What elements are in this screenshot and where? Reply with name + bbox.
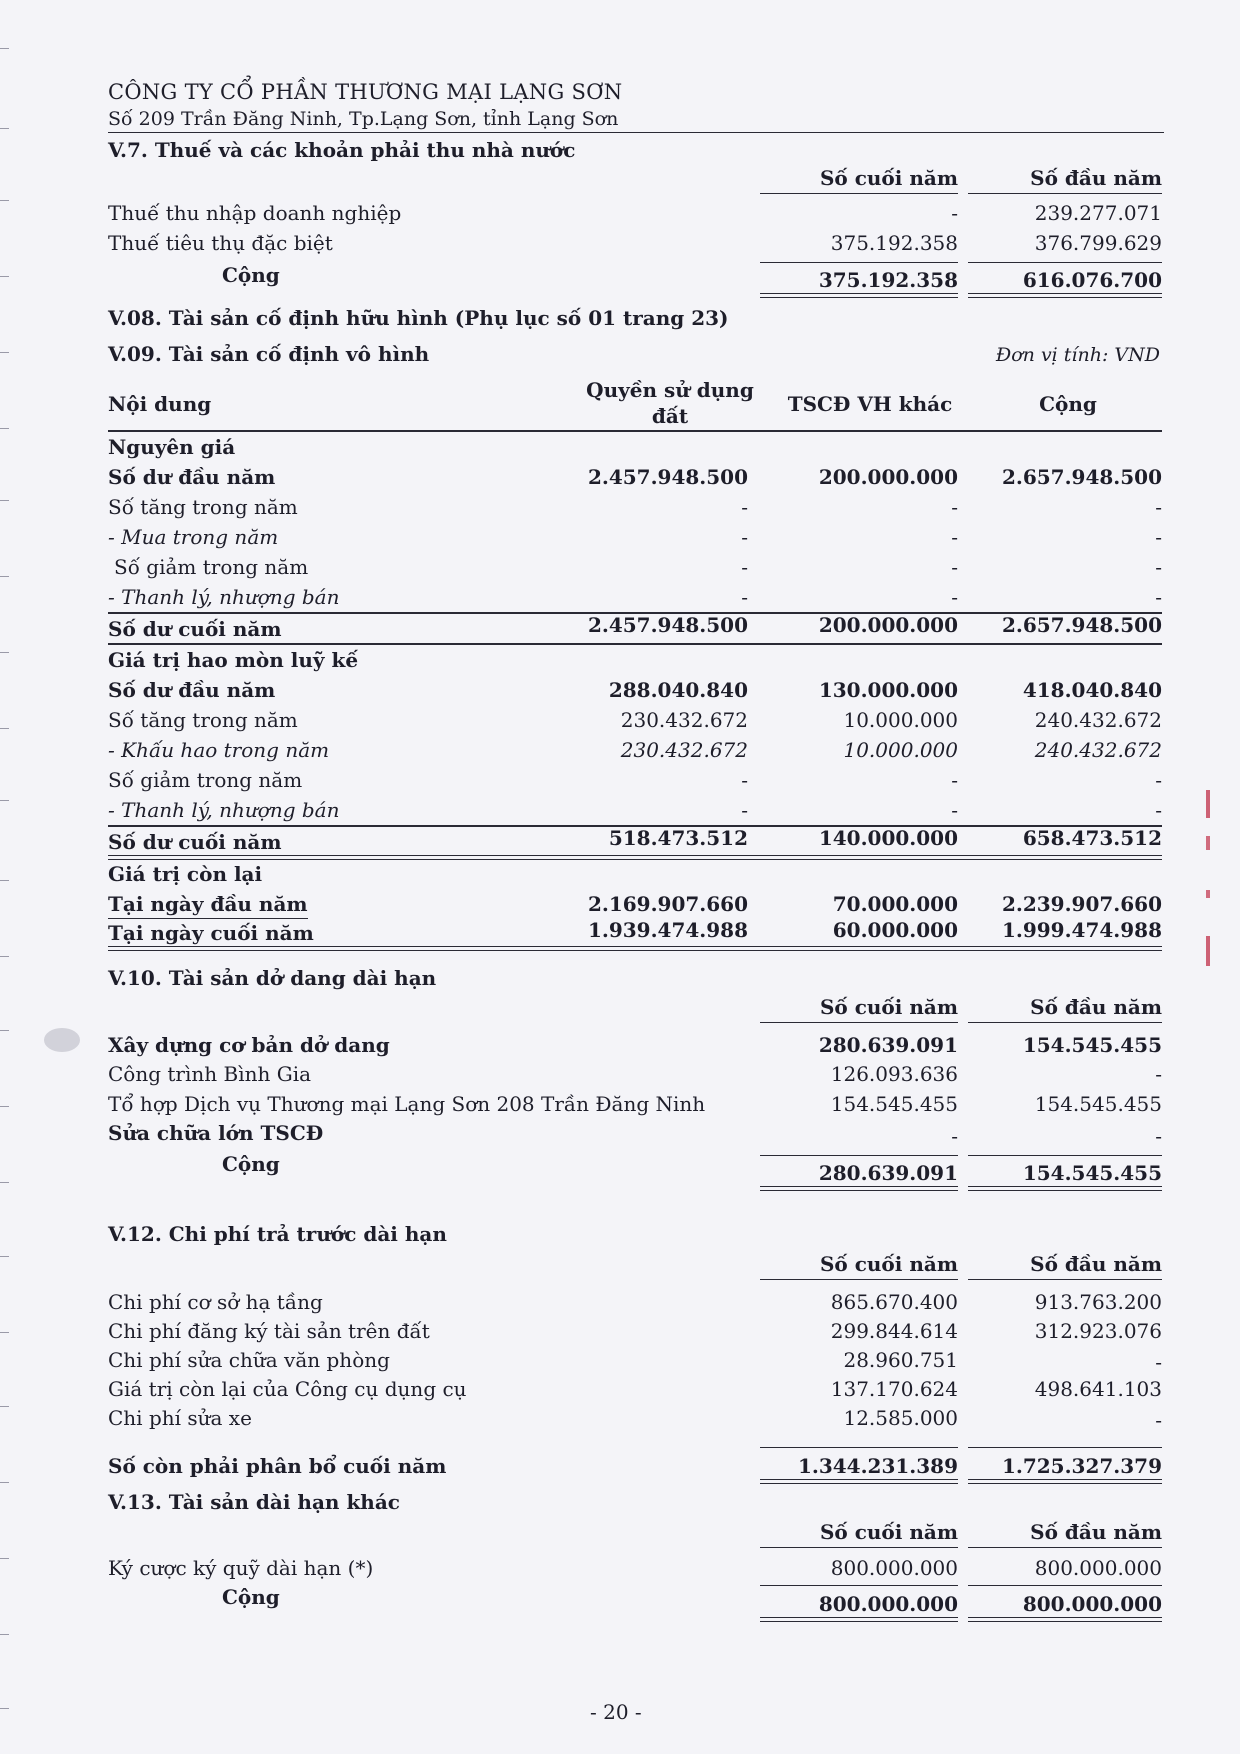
col-header-end: Số cuối năm xyxy=(819,1252,958,1276)
row-value-begin: - xyxy=(1155,1408,1162,1432)
double-rule xyxy=(968,1479,1162,1484)
row-label: Chi phí cơ sở hạ tầng xyxy=(108,1290,323,1314)
col-rule xyxy=(968,1279,1162,1280)
row-value-end: 28.960.751 xyxy=(843,1348,958,1372)
sum-rule xyxy=(968,1585,1162,1586)
col-header-content: Nội dung xyxy=(108,392,212,416)
row-label: Xây dựng cơ bản dở dang xyxy=(108,1033,390,1057)
col-rule xyxy=(760,1279,958,1280)
double-rule xyxy=(968,1186,1162,1191)
col-rule xyxy=(968,1547,1162,1548)
row-value-other: 200.000.000 xyxy=(818,613,958,637)
row-value-land: - xyxy=(741,555,748,579)
row-label: Số dư cuối năm xyxy=(108,830,282,854)
row-value-land: 2.169.907.660 xyxy=(587,892,748,916)
row-value-other: - xyxy=(951,525,958,549)
row-value-other: - xyxy=(951,555,958,579)
row-value-other: - xyxy=(951,798,958,822)
row-label: Số dư cuối năm xyxy=(108,617,282,641)
col-header-end: Số cuối năm xyxy=(819,1520,958,1544)
row-value-total: - xyxy=(1155,525,1162,549)
row-value-land: 2.457.948.500 xyxy=(587,613,748,637)
row-value-begin: 239.277.071 xyxy=(1034,201,1162,225)
row-label: Giá trị còn lại của Công cụ dụng cụ xyxy=(108,1377,467,1401)
unit-label: Đơn vị tính: VND xyxy=(995,344,1160,366)
row-label: Số tăng trong năm xyxy=(108,495,298,519)
row-value-land: - xyxy=(741,525,748,549)
row-value-end: 280.639.091 xyxy=(818,1033,958,1057)
row-label: Tại ngày đầu năm xyxy=(108,892,308,916)
row-label: Số dư đầu năm xyxy=(108,678,276,702)
row-label: Số giảm trong năm xyxy=(114,555,309,579)
col-header-begin: Số đầu năm xyxy=(1030,1252,1162,1276)
row-label: - Khấu hao trong năm xyxy=(108,738,330,762)
total-begin: 154.545.455 xyxy=(1022,1161,1162,1185)
row-value-end: 154.545.455 xyxy=(830,1092,958,1116)
section-title-v10: V.10. Tài sản dở dang dài hạn xyxy=(108,966,437,990)
section-title-v13: V.13. Tài sản dài hạn khác xyxy=(108,1490,400,1514)
row-value-begin: - xyxy=(1155,1124,1162,1148)
total-end: 1.344.231.389 xyxy=(797,1454,958,1478)
row-value-land: 230.432.672 xyxy=(620,738,748,762)
row-label: Giá trị hao mòn luỹ kế xyxy=(108,648,359,672)
sum-rule xyxy=(760,1585,958,1586)
sum-rule xyxy=(968,1447,1162,1448)
section-title-v12: V.12. Chi phí trả trước dài hạn xyxy=(108,1222,447,1246)
section-title-v09: V.09. Tài sản cố định vô hình xyxy=(108,342,430,366)
row-value-land: - xyxy=(741,798,748,822)
row-underline xyxy=(108,918,308,919)
row-value-end: 375.192.358 xyxy=(830,231,958,255)
row-value-total: - xyxy=(1155,768,1162,792)
table-end-double-rule xyxy=(108,946,1162,951)
company-name: CÔNG TY CỔ PHẦN THƯƠNG MẠI LẠNG SƠN xyxy=(108,80,623,104)
subtotal-double-rule xyxy=(108,855,1162,860)
section-title-v08: V.08. Tài sản cố định hữu hình (Phụ lục số 01 trang 23) xyxy=(108,306,729,330)
row-value-end: 12.585.000 xyxy=(843,1406,958,1430)
total-label: Cộng xyxy=(222,1152,280,1176)
total-label: Số còn phải phân bổ cuối năm xyxy=(108,1454,447,1478)
col-header-end: Số cuối năm xyxy=(819,995,958,1019)
row-value-land: 288.040.840 xyxy=(608,678,748,702)
section-title-v7: V.7. Thuế và các khoản phải thu nhà nước xyxy=(108,138,576,162)
row-label: Số giảm trong năm xyxy=(108,768,303,792)
row-value-other: 140.000.000 xyxy=(818,826,958,850)
row-value-end: 137.170.624 xyxy=(830,1377,958,1401)
row-value-other: 60.000.000 xyxy=(832,918,958,942)
col-rule xyxy=(968,193,1162,194)
row-value-total: 418.040.840 xyxy=(1022,678,1162,702)
row-value-begin: - xyxy=(1155,1062,1162,1086)
col-header-begin: Số đầu năm xyxy=(1030,166,1162,190)
row-value-land: - xyxy=(741,768,748,792)
row-label: Nguyên giá xyxy=(108,435,236,459)
double-rule xyxy=(760,293,958,298)
sum-rule xyxy=(760,1155,958,1156)
row-value-other: 70.000.000 xyxy=(832,892,958,916)
double-rule xyxy=(760,1479,958,1484)
row-value-total: 2.239.907.660 xyxy=(1001,892,1162,916)
row-label: Chi phí sửa chữa văn phòng xyxy=(108,1348,390,1372)
col-header-begin: Số đầu năm xyxy=(1030,995,1162,1019)
row-value-end: - xyxy=(951,1124,958,1148)
subtotal-rule xyxy=(108,643,1162,645)
col-header-other: TSCĐ VH khác xyxy=(787,392,953,416)
col-rule xyxy=(760,193,958,194)
row-value-total: - xyxy=(1155,798,1162,822)
row-value-other: 130.000.000 xyxy=(818,678,958,702)
margin-stamp-marks xyxy=(1200,790,1220,990)
col-header-end: Số cuối năm xyxy=(819,166,958,190)
row-label: Công trình Bình Gia xyxy=(108,1062,312,1086)
col-rule xyxy=(968,1022,1162,1023)
row-value-begin: - xyxy=(1155,1350,1162,1374)
row-value-begin: 498.641.103 xyxy=(1034,1377,1162,1401)
scan-smudge xyxy=(38,1018,88,1058)
row-label: Ký cược ký quỹ dài hạn (*) xyxy=(108,1556,374,1580)
row-label: - Thanh lý, nhượng bán xyxy=(108,585,340,609)
table-header-rule xyxy=(108,430,1162,432)
double-rule xyxy=(760,1186,958,1191)
row-label: Số tăng trong năm xyxy=(108,708,298,732)
row-value-other: - xyxy=(951,495,958,519)
row-label: - Mua trong năm xyxy=(108,525,279,549)
row-value-end: 126.093.636 xyxy=(830,1062,958,1086)
double-rule xyxy=(760,1617,958,1622)
total-begin: 1.725.327.379 xyxy=(1001,1454,1162,1478)
col-header-total: Cộng xyxy=(1039,392,1097,416)
row-value-land: - xyxy=(741,495,748,519)
row-label: Tại ngày cuối năm xyxy=(108,921,314,945)
row-value-total: 240.432.672 xyxy=(1034,738,1162,762)
row-label: Chi phí sửa xe xyxy=(108,1406,252,1430)
row-label: Thuế thu nhập doanh nghiệp xyxy=(108,201,402,225)
col-header-begin: Số đầu năm xyxy=(1030,1520,1162,1544)
row-value-land: 518.473.512 xyxy=(608,826,748,850)
col-rule xyxy=(760,1022,958,1023)
total-end: 280.639.091 xyxy=(818,1161,958,1185)
row-value-end: 800.000.000 xyxy=(830,1556,958,1580)
double-rule xyxy=(968,293,1162,298)
row-value-end: 299.844.614 xyxy=(830,1319,958,1343)
row-value-begin: 800.000.000 xyxy=(1034,1556,1162,1580)
col-rule xyxy=(760,1547,958,1548)
binding-hole-marks xyxy=(0,0,10,1754)
sum-rule xyxy=(760,1447,958,1448)
total-label: Cộng xyxy=(222,1585,280,1609)
row-value-land: 230.432.672 xyxy=(620,708,748,732)
row-label: - Thanh lý, nhượng bán xyxy=(108,798,340,822)
row-label: Số dư đầu năm xyxy=(108,465,276,489)
sum-rule xyxy=(760,262,958,263)
col-header-land: Quyền sử dụng xyxy=(586,378,754,402)
row-value-land: 1.939.474.988 xyxy=(587,918,748,942)
total-begin: 616.076.700 xyxy=(1022,268,1162,292)
total-end: 800.000.000 xyxy=(818,1592,958,1616)
row-value-total: 658.473.512 xyxy=(1022,826,1162,850)
double-rule xyxy=(968,1617,1162,1622)
page-number: - 20 - xyxy=(590,1700,642,1724)
row-value-land: - xyxy=(741,585,748,609)
row-value-other: 10.000.000 xyxy=(843,738,958,762)
row-value-end: - xyxy=(951,201,958,225)
header-rule xyxy=(108,132,1164,133)
sum-rule xyxy=(968,1155,1162,1156)
row-value-begin: 154.545.455 xyxy=(1022,1033,1162,1057)
col-header-land-2: đất xyxy=(651,404,689,428)
row-value-total: 240.432.672 xyxy=(1034,708,1162,732)
row-label: Tổ hợp Dịch vụ Thương mại Lạng Sơn 208 Trần Đăng Ninh xyxy=(108,1092,706,1116)
row-value-total: 2.657.948.500 xyxy=(1001,613,1162,637)
row-value-total: 1.999.474.988 xyxy=(1001,918,1162,942)
company-address: Số 209 Trần Đăng Ninh, Tp.Lạng Sơn, tỉnh Lạng Sơn xyxy=(108,108,619,130)
row-label: Giá trị còn lại xyxy=(108,862,263,886)
row-value-other: - xyxy=(951,768,958,792)
sum-rule xyxy=(968,262,1162,263)
row-label: Thuế tiêu thụ đặc biệt xyxy=(108,231,333,255)
row-value-total: 2.657.948.500 xyxy=(1001,465,1162,489)
row-value-other: 200.000.000 xyxy=(818,465,958,489)
total-begin: 800.000.000 xyxy=(1022,1592,1162,1616)
row-value-total: - xyxy=(1155,555,1162,579)
row-value-other: 10.000.000 xyxy=(843,708,958,732)
row-label: Sửa chữa lớn TSCĐ xyxy=(108,1121,324,1145)
row-value-begin: 376.799.629 xyxy=(1034,231,1162,255)
total-label: Cộng xyxy=(222,263,280,287)
row-value-total: - xyxy=(1155,495,1162,519)
row-value-begin: 154.545.455 xyxy=(1034,1092,1162,1116)
row-value-total: - xyxy=(1155,585,1162,609)
row-value-begin: 312.923.076 xyxy=(1034,1319,1162,1343)
row-label: Chi phí đăng ký tài sản trên đất xyxy=(108,1319,430,1343)
row-value-other: - xyxy=(951,585,958,609)
total-end: 375.192.358 xyxy=(818,268,958,292)
row-value-end: 865.670.400 xyxy=(830,1290,958,1314)
row-value-land: 2.457.948.500 xyxy=(587,465,748,489)
row-value-begin: 913.763.200 xyxy=(1034,1290,1162,1314)
